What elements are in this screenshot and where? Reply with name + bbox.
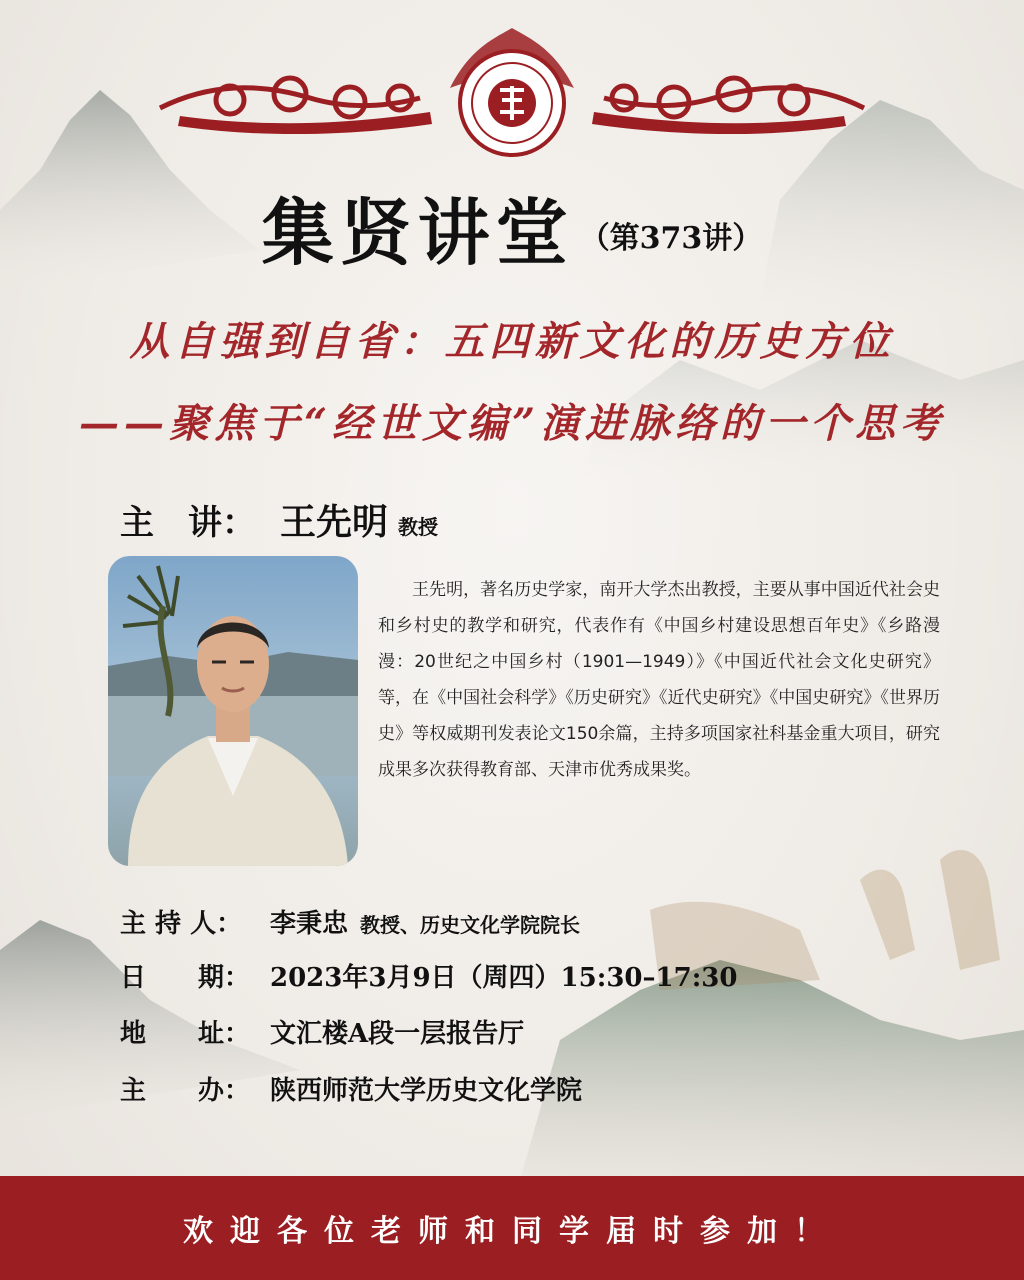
mountain-decoration-bottom <box>0 840 1024 1180</box>
place-value: 文汇楼A段一层报告厅 <box>270 1019 525 1049</box>
speaker-bio: 王先明，著名历史学家，南开大学杰出教授，主要从事中国近代社会史和乡村史的教学和研究，代表作有《中国乡村建设思想百年史》《乡路漫漫：20世纪之中国乡村（1901—1949）》《中国近代社会文化史研究》等，在《中国社会科学》《历史研究》《近代史研究》《中国史研究》《世界历史》等权威期刊发表论文150余篇，主持多项国家社科基金重大项目，研究成果多次获得教育部、天津市优秀成果奖。 <box>378 580 940 780</box>
lecture-title-line1: 从自强到自省：五四新文化的历史方位 <box>129 318 895 365</box>
speaker-photo <box>108 556 358 866</box>
host-name: 李秉忠 <box>270 909 349 939</box>
host-label: 主 持 人： <box>120 909 243 939</box>
organizer-row <box>120 1070 582 1107</box>
host-title: 教授、历史文化学院院长 <box>360 913 581 937</box>
date-row <box>120 957 737 994</box>
place-row <box>120 1013 524 1050</box>
date-label: 日 期： <box>120 963 251 993</box>
host-row <box>120 903 580 940</box>
speaker-row <box>120 494 438 545</box>
welcome-text: 欢迎各位老师和同学届时参加！ <box>183 1214 841 1249</box>
title-row <box>0 175 1024 279</box>
welcome-banner <box>0 1176 1024 1280</box>
page-title: 集贤讲堂 <box>261 190 574 275</box>
cloud-ornament-logo <box>150 28 874 168</box>
lecture-title-line2: ——聚焦于“经世文编”演进脉络的一个思考 <box>78 400 945 447</box>
organizer-label: 主 办： <box>120 1076 251 1106</box>
speaker-title: 教授 <box>398 515 439 539</box>
episode-number: （第373讲） <box>579 221 763 256</box>
organizer-value: 陕西师范大学历史文化学院 <box>270 1076 583 1106</box>
place-label: 地 址： <box>120 1019 251 1049</box>
speaker-label: 主 讲： <box>120 503 256 543</box>
speaker-name: 王先明 <box>280 501 389 543</box>
date-value: 2023年3月9日（周四）15:30–17:30 <box>270 963 738 993</box>
